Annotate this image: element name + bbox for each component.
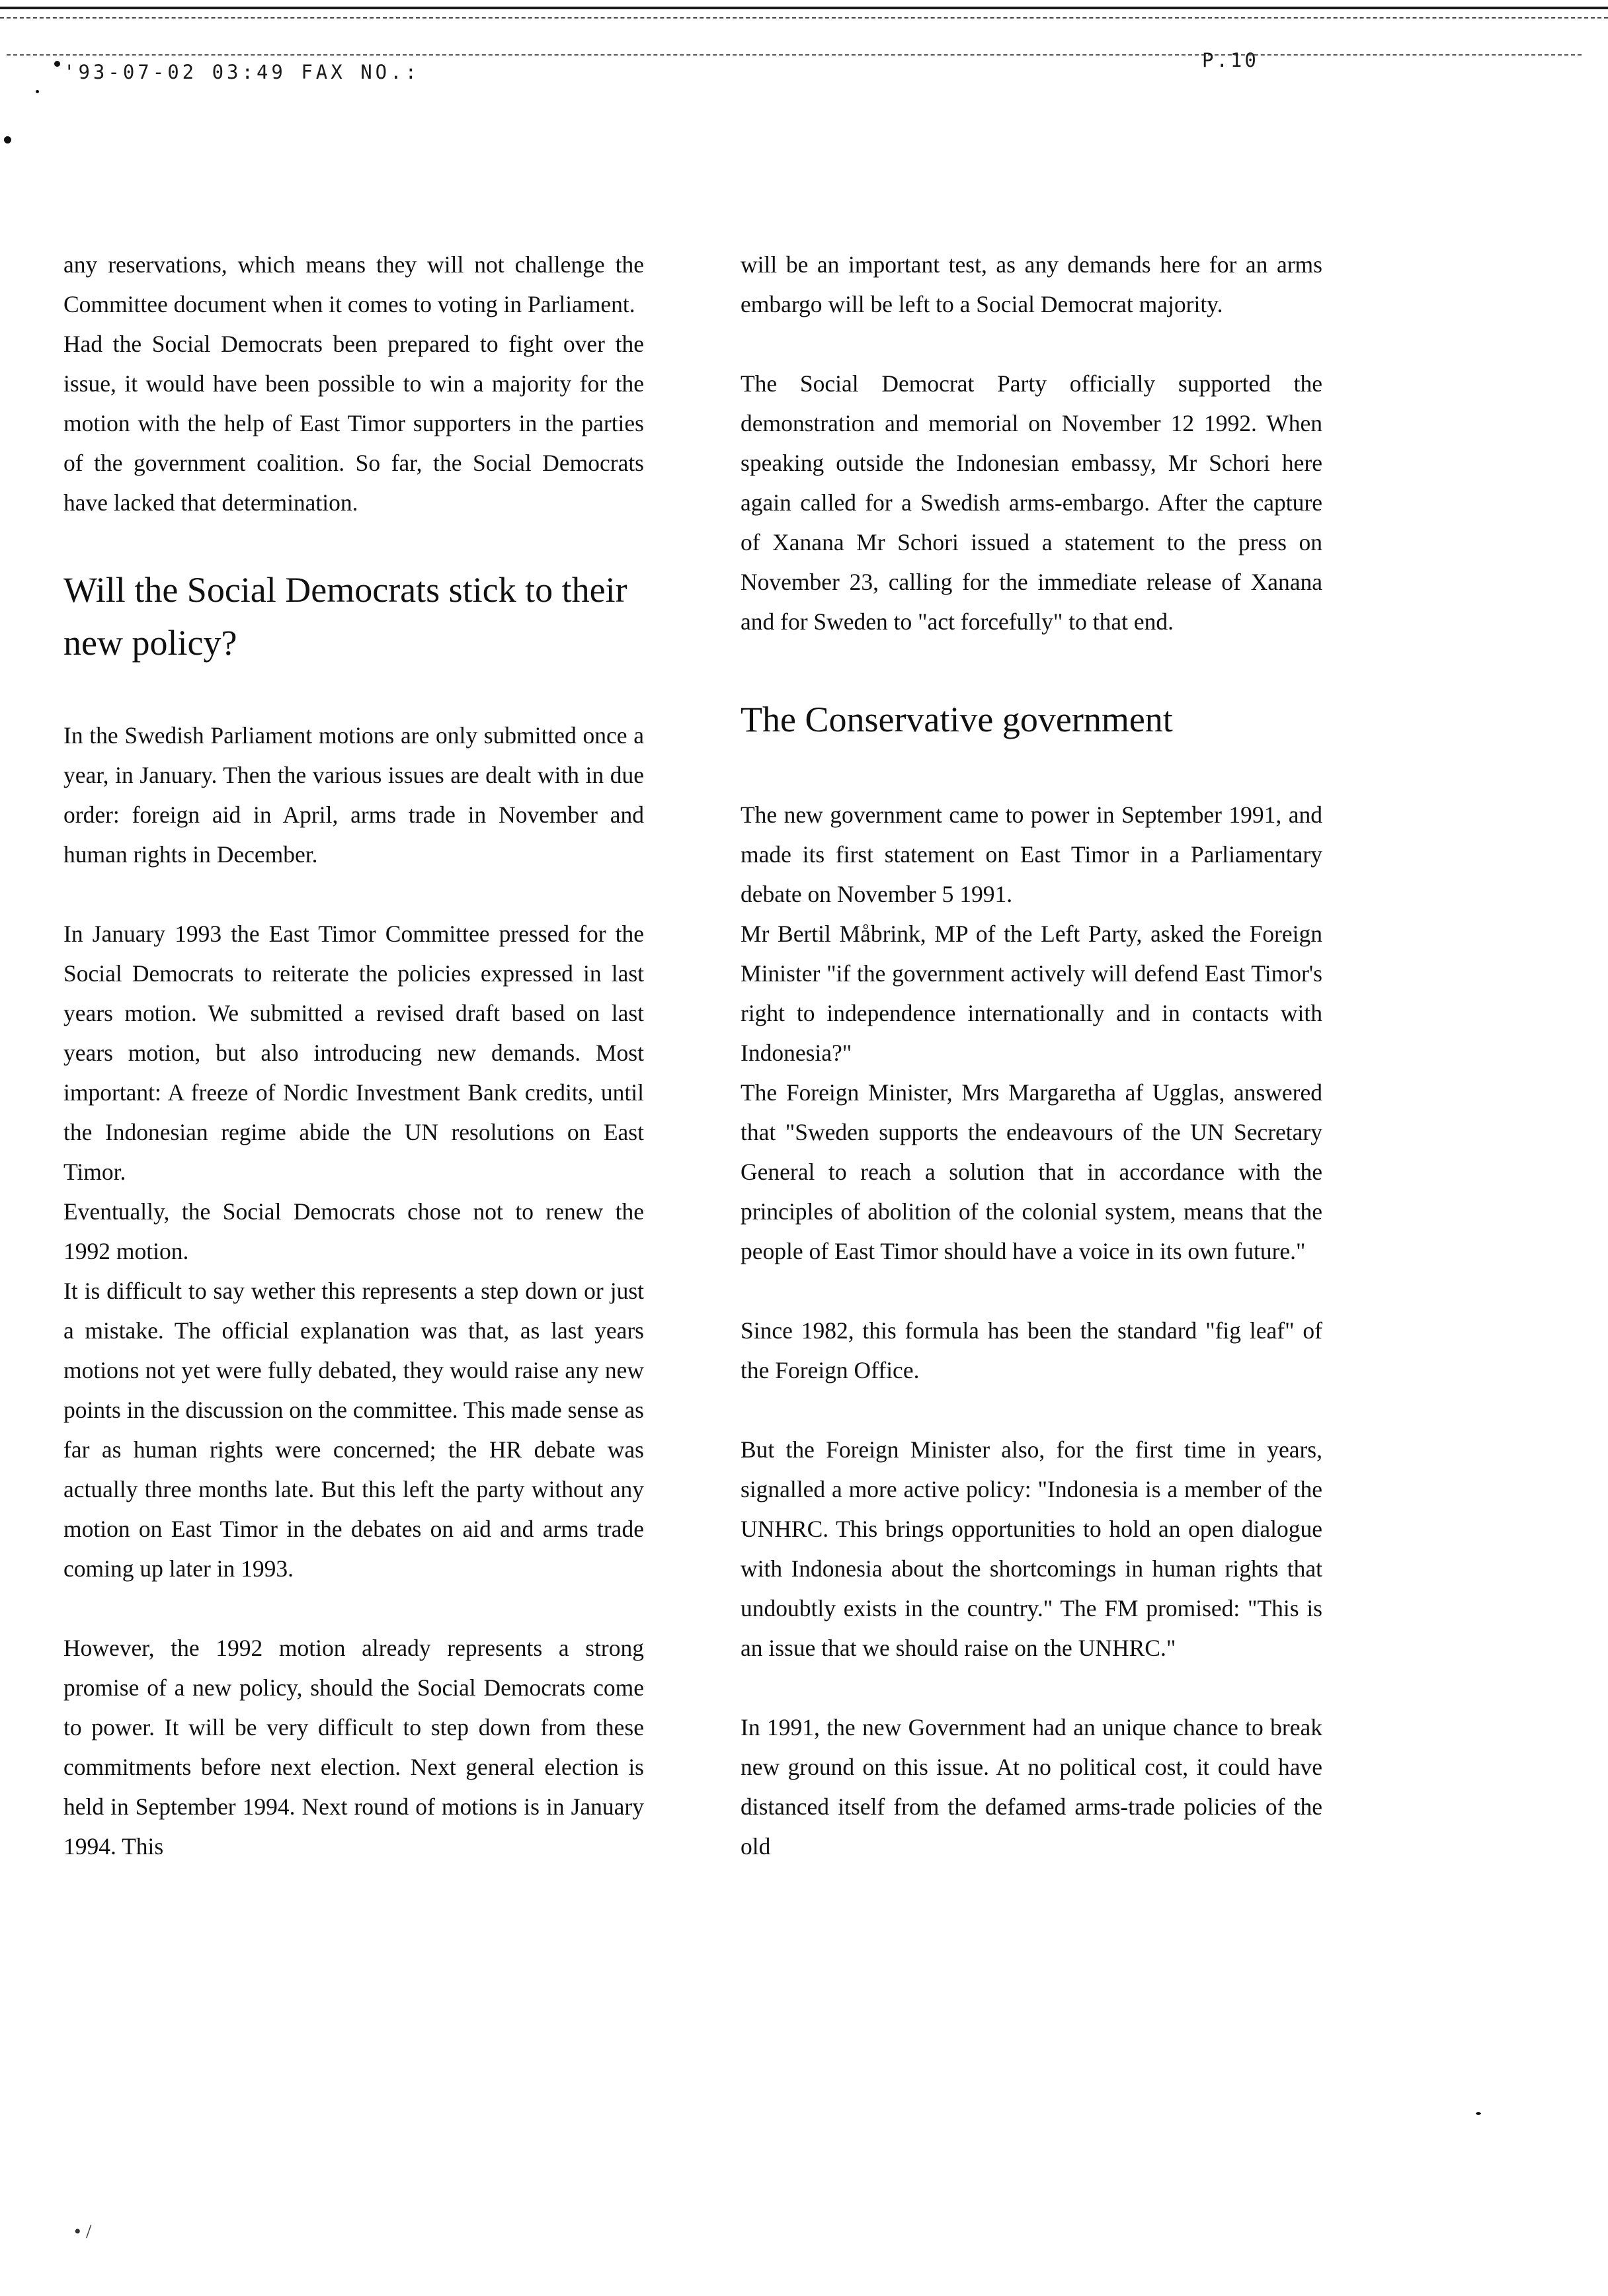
right-paragraph-2: The Social Democrat Party officially supported the demonstration and memorial on November 12 1992. When speaking outside the Indonesian embassy, Mr Schori here again called for a Swedish arms-embargo. After the capture of Xanana Mr Schori issued a statement to the press on November 23, calling for the immediate release of Xanana and for Sweden to "act forcefully" to that end.: [741, 370, 1322, 635]
left-paragraph-4: In January 1993 the East Timor Committee pressed for the Social Democrats to reiterate the policies expressed in last years motion. We submitted a revised draft based on last years motion, but also introducing new demands. Most important: A freeze of Nordic Investment Bank credits, until the Indonesian regime abide the UN resolutions on East Timor.: [63, 921, 644, 1185]
left-paragraph-2: Had the Social Democrats been prepared to fight over the issue, it would have been possible to win a majority for the motion with the help of East Timor supporters in the parties of the government coalition. So far, the Social Democrats have lacked that determination.: [63, 331, 644, 516]
right-column: [741, 245, 1322, 1866]
left-paragraph-1: any reservations, which means they will not challenge the Committee document when it comes to voting in Parliament.: [63, 251, 644, 317]
right-paragraph-6: Since 1982, this formula has been the standard "fig leaf" of the Foreign Office.: [741, 1317, 1322, 1383]
fax-top-rule: [0, 7, 1608, 9]
right-paragraph-1: will be an important test, as any demands here for an arms embargo will be left to a Social Democrat majority.: [741, 251, 1322, 317]
left-paragraph-5: Eventually, the Social Democrats chose not to renew the 1992 motion.: [63, 1198, 644, 1264]
left-column: [63, 245, 644, 1866]
right-paragraph-5: The Foreign Minister, Mrs Margaretha af Ugglas, answered that "Sweden supports the endeavours of the UN Secretary General to reach a solution that in accordance with the principles of abolition of the colonial system, means that the people of East Timor should have a voice in its own future.": [741, 1079, 1322, 1264]
right-paragraph-4: Mr Bertil Måbrink, MP of the Left Party, asked the Foreign Minister "if the government actively will defend East Timor's right to independence internationally and in contacts with Indonesia?": [741, 921, 1322, 1066]
fax-speck: [1476, 2112, 1481, 2115]
right-paragraph-7: But the Foreign Minister also, for the first time in years, signalled a more active policy: "Indonesia is a member of the UNHRC. This brings opportunities to hold an open dialogue with Indonesia about the shortcomings in human rights that undoubtly exists in the country." The FM promised: "This is an issue that we should raise on the UNHRC.": [741, 1436, 1322, 1661]
footer-mark: • /: [74, 2221, 92, 2242]
fax-header-line: '93-07-02 03:49 FAX NO.:: [63, 61, 421, 83]
left-section-heading: Will the Social Democrats stick to their new policy?: [63, 570, 627, 663]
fax-speck: [4, 136, 11, 144]
right-section-heading: The Conservative government: [741, 700, 1173, 739]
fax-speck: [36, 90, 39, 93]
left-paragraph-6: It is difficult to say wether this represents a step down or just a mistake. The official explanation was that, as last years motions not yet were fully debated, they would raise any new points in the discussion on the committee. This made sense as far as human rights were concerned; the HR debate was actually three months late. But this left the party without any motion on East Timor in the debates on aid and arms trade coming up later in 1993.: [63, 1278, 644, 1582]
left-paragraph-3: In the Swedish Parliament motions are only submitted once a year, in January. Then the various issues are dealt with in due order: foreign aid in April, arms trade in November and human rights in December.: [63, 722, 644, 868]
fax-header-rule: [7, 54, 1582, 56]
fax-speck: [54, 61, 60, 67]
right-paragraph-3: The new government came to power in September 1991, and made its first statement on East Timor in a Parliamentary debate on November 5 1991.: [741, 801, 1322, 907]
fax-page-number: P.10: [1202, 49, 1259, 71]
right-paragraph-8: In 1991, the new Government had an unique chance to break new ground on this issue. At no political cost, it could have distanced itself from the defamed arms-trade policies of the old: [741, 1714, 1322, 1860]
fax-second-rule: [0, 17, 1608, 19]
left-paragraph-7: However, the 1992 motion already represents a strong promise of a new policy, should the Social Democrats come to power. It will be very difficult to step down from these commitments before next election. Next general election is held in September 1994. Next round of motions is in January 1994. This: [63, 1635, 644, 1860]
